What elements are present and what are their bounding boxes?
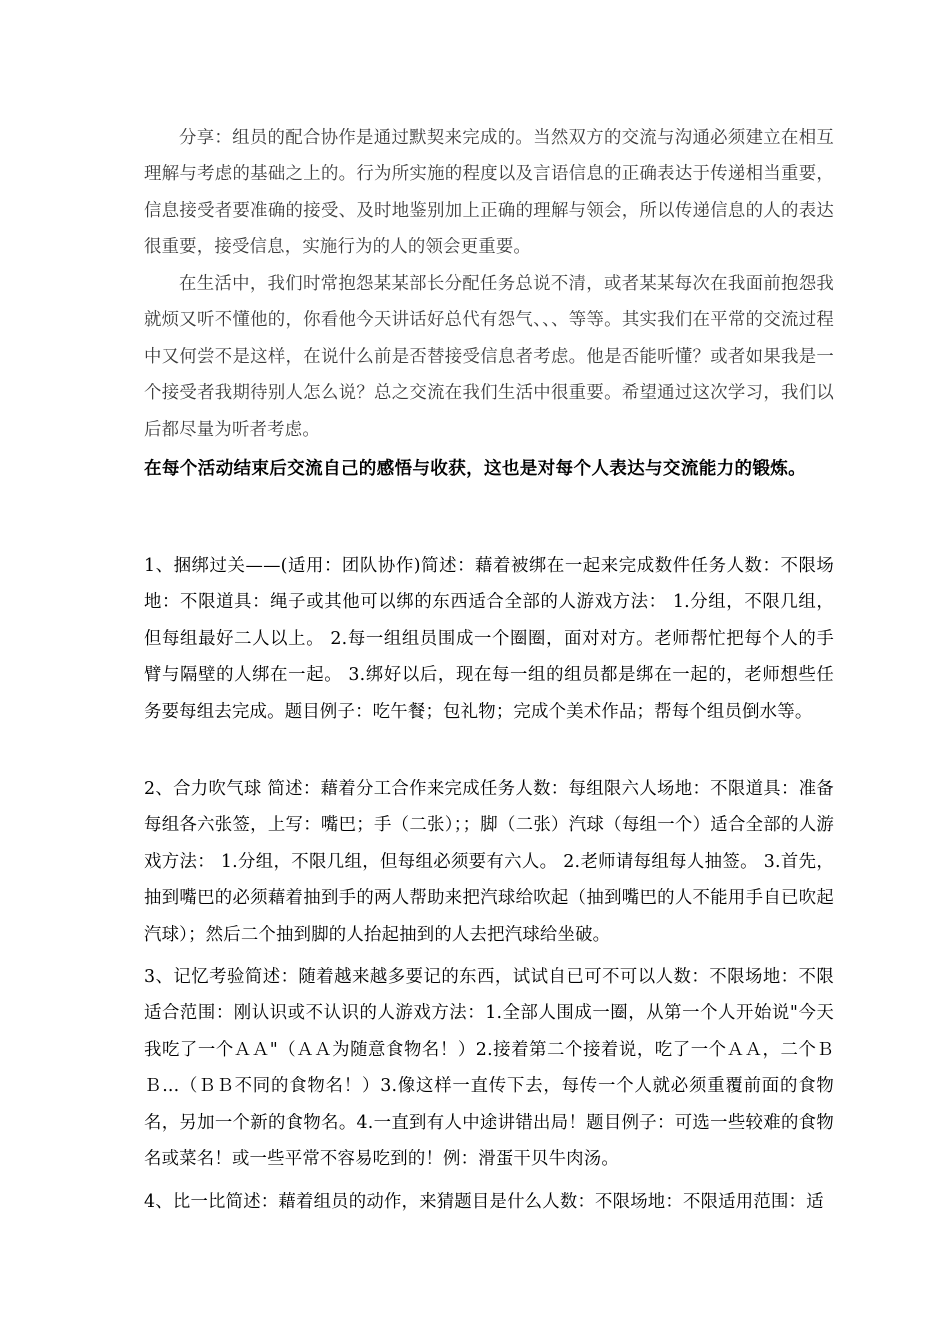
activity-3-memory: 3、记忆考验简述：随着越来越多要记的东西，试试自已可不可以人数：不限场地：不限适合范围：刚认识或不认识的人游戏方法：1.全部人围成一圈，从第一个人开始说"今天我吃了一个ＡＡ"（ＡＡ为随意食物名！）2.接着第二个接着说，吃了一个ＡＡ，二个ＢＢ...（ＢＢ不同的食物名！）3.像这样一直传下去，每传一个人就必须重覆前面的食物名，另加一个新的食物名。4.一直到有人中途讲错出局！题目例子：可选一些较难的食物名或菜名！或一些平常不容易吃到的！例：滑蛋干贝牛肉汤。 bbox=[144, 967, 834, 1170]
paragraph-sharing: 分享：组员的配合协作是通过默契来完成的。当然双方的交流与沟通必须建立在相互理解与考虑的基础之上的。行为所实施的程度以及言语信息的正确表达于传递相当重要，信息接受者要准确的接受、及时地鉴别加上正确的理解与领会，所以传递信息的人的表达很重要，接受信息，实施行为的人的领会更重要。 bbox=[144, 128, 834, 258]
activity-2-balloon: 2、合力吹气球 简述：藉着分工合作来完成任务人数：每组限六人场地：不限道具：准备每组各六张签，上写：嘴巴；手（二张）；；脚（二张）汽球（每组一个）适合全部的人游戏方法： 1.分组，不限几组，但每组必须要有六人。 2.老师请每组每人抽签。 3.首先，抽到嘴巴的必须藉着抽到手的两人帮助来把汽球给吹起（抽到嘴巴的人不能用手自已吹起汽球）；然后二个抽到脚的人抬起抽到的人去把汽球给坐破。 bbox=[144, 779, 834, 945]
paragraph-daily-life: 在生活中，我们时常抱怨某某部长分配任务总说不清，或者某某每次在我面前抱怨我就烦又听不懂他的，你看他今天讲话好总代有怨气、、、等等。其实我们在平常的交流过程中又何尝不是这样，在说什么前是否替接受信息者考虑。他是否能听懂？或者如果我是一个接受者我期待别人怎么说？总之交流在我们生活中很重要。希望通过这次学习，我们以后都尽量为听者考虑。 bbox=[144, 274, 834, 440]
activity-4-compare: 4、比一比简述：藉着组员的动作，来猜题目是什么人数：不限场地：不限适用范围：适 bbox=[144, 1192, 824, 1212]
activity-1-binding: 1、捆绑过关——(适用：团队协作)简述：藉着被绑在一起来完成数件任务人数：不限场地：不限道具：绳子或其他可以绑的东西适合全部的人游戏方法： 1.分组，不限几组，但每组最好二人以上。 2.每一组组员围成一个圈圈，面对对方。老师帮忙把每个人的手臂与隔壁的人绑在一起。 3.绑好以后，现在每一组的组员都是绑在一起的，老师想些任务要每组去完成。题目例子：吃午餐；包礼物；完成个美术作品；帮每个组员倒水等。 bbox=[144, 556, 834, 722]
bold-summary-heading: 在每个活动结束后交流自己的感悟与收获，这也是对每个人表达与交流能力的锻炼。 bbox=[144, 459, 807, 479]
